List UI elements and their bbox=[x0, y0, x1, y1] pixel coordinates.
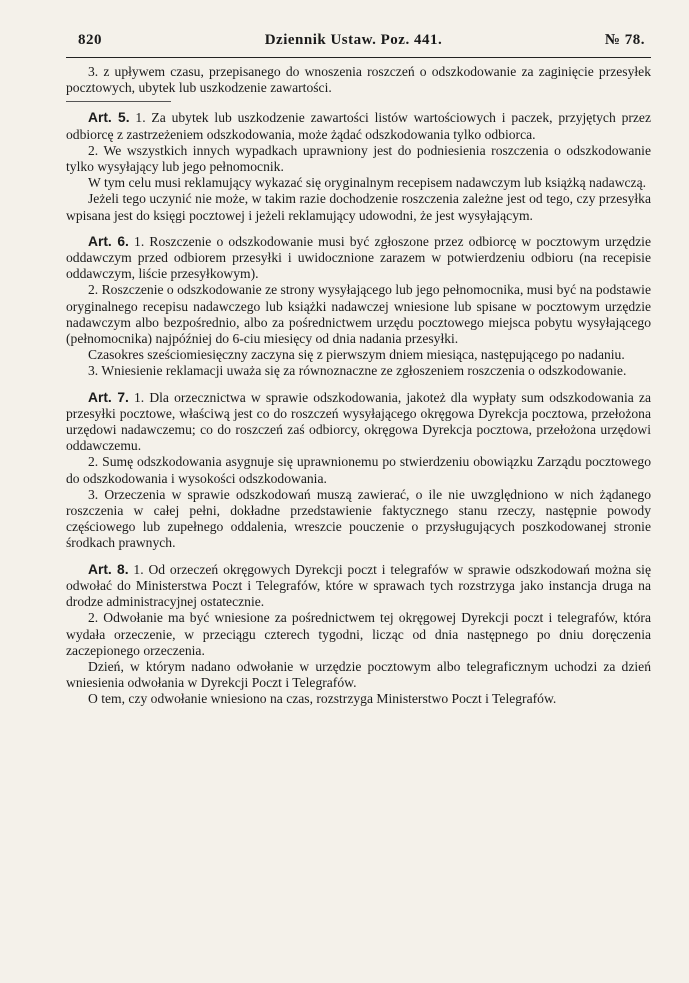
page-header bbox=[66, 32, 651, 49]
paragraph-text: 3. Wniesienie reklamacji uważa się za równoznaczne ze zgłoszeniem roszczenia o odszkodowanie. bbox=[88, 363, 627, 379]
paragraph bbox=[66, 64, 651, 96]
paragraph bbox=[66, 487, 651, 552]
paragraph-text: 2. Roszczenie o odszkodowanie ze strony wysyłającego lub jego pełnomocnika, musi być na podstawie oryginalnego recepisu nadawczego lub książki nadawczej wniesione lub spisane w pocztowym urzędzie nadawczym albo bezpośrednio, albo za pośrednictwem urzędu pocztowego miejsca pobytu wysyłającego (pełnomocnika) najpóźniej do 6-ciu miesięcy od dnia nadania przesyłki. bbox=[66, 282, 651, 347]
paragraph-text: 3. Orzeczenia w sprawie odszkodowań muszą zawierać, o ile nie uwzględniono w nich żądanego roszczenia w całej pełni, dokładne przedstawienie faktycznego stanu rzeczy, następnie powody częściowego lub zupełnego oddalenia, wreszcie pouczenie o przysługujących poszkodowanej stronie środkach prawnych. bbox=[66, 486, 651, 551]
issue-number: № 78. bbox=[604, 32, 645, 48]
article-8 bbox=[66, 562, 651, 611]
paragraph-text: 3. z upływem czasu, przepisanego do wnoszenia roszczeń o odszkodowanie za zaginięcie przesyłek pocztowych, ubytek lub uszkodzenie zawartości. bbox=[66, 64, 651, 96]
paragraph bbox=[66, 610, 651, 659]
section-divider bbox=[66, 101, 171, 102]
paragraph bbox=[66, 454, 651, 486]
page-number: 820 bbox=[78, 32, 102, 48]
article-6 bbox=[66, 234, 651, 283]
article-label: Art. 6. bbox=[88, 233, 129, 249]
paragraph bbox=[66, 363, 651, 379]
paragraph-text: 1. Za ubytek lub uszkodzenie zawartości listów wartościowych i paczek, przyjętych przez odbiorcę z zastrzeżeniem odszkodowania, może żądać odszkodowania tylko odbiorca. bbox=[66, 110, 652, 142]
paragraph bbox=[66, 143, 651, 175]
paragraph-text: 2. Odwołanie ma być wniesione za pośrednictwem tej okręgowej Dyrekcji poczt i telegrafów, która wydała orzeczenie, w przeciągu czterech tygodni, licząc od dnia następnego po dniu doręczenia zaczepionego orzeczenia. bbox=[66, 610, 651, 658]
article-label: Art. 7. bbox=[88, 389, 129, 405]
paragraph-text: Dzień, w którym nadano odwołanie w urzędzie pocztowym albo telegraficznym uchodzi za dzień wniesienia odwołania w Dyrekcji Poczt i Telegrafów. bbox=[66, 658, 651, 691]
paragraph-text: Czasokres sześciomiesięczny zaczyna się z pierwszym dniem miesiąca, następującego po nadaniu. bbox=[88, 347, 625, 363]
document-body bbox=[66, 64, 651, 708]
paragraph bbox=[66, 691, 651, 707]
paragraph-text: 2. We wszystkich innych wypadkach uprawniony jest do podniesienia roszczenia o odszkodowanie tylko wysyłający lub jego pełnomocnik. bbox=[66, 142, 651, 175]
header-rule bbox=[66, 57, 651, 58]
article-label: Art. 5. bbox=[88, 110, 130, 126]
paragraph bbox=[66, 659, 651, 691]
paragraph-text: 1. Dla orzecznictwa w sprawie odszkodowania, jakoteż dla wypłaty sum odszkodowania za przesyłki pocztowe, właściwą jest co do roszczeń wysyłającego okręgowa Dyrekcja pocztowa, przełożona urzędowi nadawczemu; co do roszczeń zaś odbiorcy, okręgowa Dyrekcja pocztowa, przełożona urzędowi oddawczemu. bbox=[66, 389, 651, 454]
paragraph-text: 1. Od orzeczeń okręgowych Dyrekcji poczt i telegrafów w sprawie odszkodowań można się odwołać do Ministerstwa Poczt i Telegrafów, które w sprawach tych rozstrzyga jako instancja druga na drodze administracyjnej ostatecznie. bbox=[66, 561, 651, 610]
paragraph bbox=[66, 175, 651, 191]
paragraph-text: 1. Roszczenie o odszkodowanie musi być zgłoszone przez odbiorcę w pocztowym urzędzie oddawczym przed odbiorem przesyłki i uwidocznione zarazem w potwierdzeniu odbioru (na recepisie oddawczym, liście przesyłkowym). bbox=[66, 233, 651, 282]
paragraph-text: W tym celu musi reklamujący wykazać się oryginalnym recepisem nadawczym lub książką nadawczą. bbox=[88, 175, 647, 191]
article-5 bbox=[66, 110, 651, 142]
journal-title: Dziennik Ustaw. Poz. 441. bbox=[264, 32, 443, 48]
paragraph bbox=[66, 347, 651, 363]
paragraph bbox=[66, 191, 651, 223]
paragraph-text: O tem, czy odwołanie wniesiono na czas, rozstrzyga Ministerstwo Poczt i Telegrafów. bbox=[88, 691, 557, 707]
paragraph-text: 2. Sumę odszkodowania asygnuje się uprawnionemu po stwierdzeniu obowiązku Zarządu pocztowego do odszkodowania i wysokości odszkodowania. bbox=[66, 454, 651, 486]
article-label: Art. 8. bbox=[88, 561, 129, 577]
paragraph bbox=[66, 282, 651, 347]
article-7 bbox=[66, 390, 651, 455]
paragraph-text: Jeżeli tego uczynić nie może, w takim razie dochodzenie roszczenia zależne jest od tego, czy przesyłka wpisana jest do księgi pocztowej i jeżeli reklamujący udowodni, że jest wysyłającym. bbox=[66, 191, 651, 223]
